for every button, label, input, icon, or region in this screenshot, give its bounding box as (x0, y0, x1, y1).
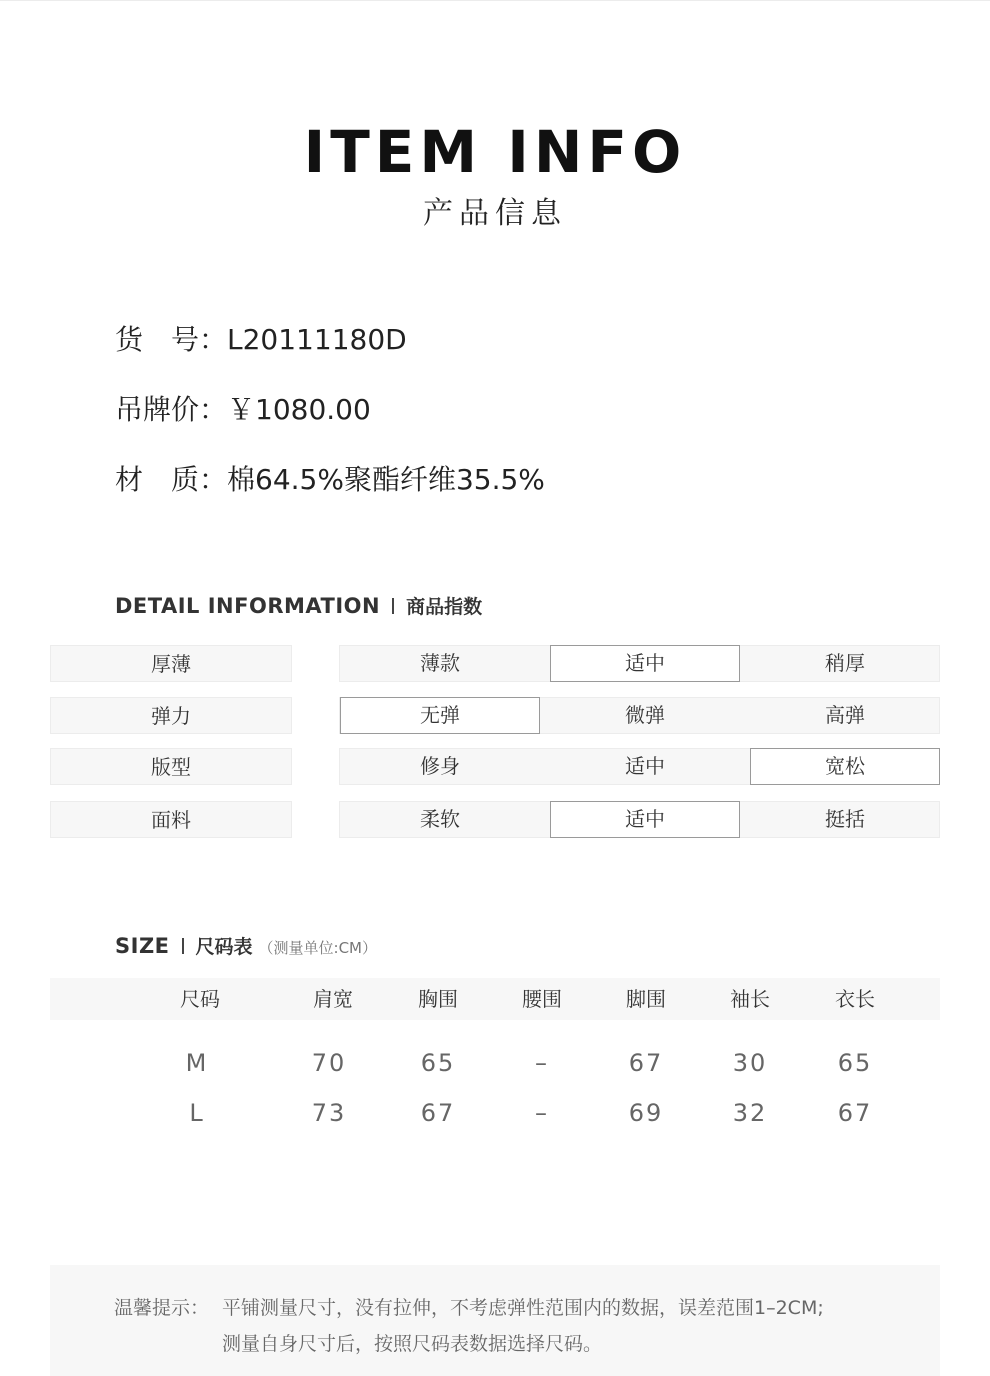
detail-option: 适中 (625, 754, 665, 778)
size-col-header: 腰围 (522, 987, 562, 1011)
detail-options (339, 645, 940, 682)
tips-line-2: 测量自身尺寸后，按照尺码表数据选择尺码。 (222, 1333, 603, 1355)
detail-option-selected: 无弹 (340, 697, 540, 734)
detail-label: 厚薄 (50, 645, 292, 682)
price-value: ￥1080.00 (227, 393, 371, 426)
heading-separator (182, 938, 184, 954)
size-table-header (50, 978, 940, 1020)
detail-options (339, 801, 940, 838)
detail-option: 修身 (420, 754, 460, 778)
material-row (115, 458, 545, 498)
detail-option: 高弹 (825, 703, 865, 727)
detail-label: 弹力 (50, 697, 292, 734)
size-cell: 73 (311, 1099, 347, 1127)
detail-heading-en: DETAIL INFORMATION (115, 594, 381, 618)
size-cell: 70 (311, 1049, 347, 1077)
size-table-row (50, 1093, 940, 1133)
detail-section-heading (115, 592, 482, 619)
sku-label: 货 号： (115, 323, 228, 356)
page-subtitle: 产品信息 (423, 196, 567, 231)
detail-option: 稍厚 (825, 651, 865, 675)
size-cell: 30 (732, 1049, 768, 1077)
size-col-header: 胸围 (418, 987, 458, 1011)
size-cell: 67 (420, 1099, 456, 1127)
size-cell: – (535, 1099, 549, 1127)
size-col-header: 肩宽 (313, 987, 353, 1011)
detail-heading-cn: 商品指数 (406, 596, 483, 618)
detail-option-selected: 适中 (550, 801, 740, 838)
detail-label: 版型 (50, 748, 292, 785)
page-title: ITEM INFO (303, 118, 687, 186)
size-col-header: 尺码 (180, 987, 220, 1011)
size-col-header: 衣长 (835, 987, 875, 1011)
price-row (115, 388, 371, 428)
size-cell: 65 (837, 1049, 873, 1077)
tips-line-1: 平铺测量尺寸，没有拉伸，不考虑弹性范围内的数据，误差范围1–2CM; (222, 1297, 824, 1319)
detail-option-selected: 适中 (550, 645, 740, 682)
size-cell: 67 (628, 1049, 664, 1077)
tips-box (50, 1265, 940, 1376)
detail-options (339, 748, 940, 785)
detail-label: 面料 (50, 801, 292, 838)
size-unit-note: （测量单位:CM） (258, 939, 378, 957)
sku-row (115, 318, 407, 358)
size-heading-en: SIZE (115, 934, 170, 958)
size-col-header: 脚围 (626, 987, 666, 1011)
size-table-row (50, 1043, 940, 1083)
size-section-heading (115, 932, 377, 959)
heading-separator (392, 598, 394, 614)
size-heading-cn: 尺码表 (195, 936, 253, 958)
tips-label: 温馨提示： (114, 1297, 210, 1319)
size-cell: 69 (628, 1099, 664, 1127)
detail-options (339, 697, 940, 734)
size-col-header: 袖长 (730, 987, 770, 1011)
detail-option: 薄款 (420, 651, 460, 675)
sku-value: L20111180D (227, 323, 407, 356)
size-cell: M (185, 1049, 209, 1077)
top-divider (0, 0, 990, 1)
detail-option: 挺括 (825, 807, 865, 831)
size-cell: 32 (732, 1099, 768, 1127)
price-label: 吊牌价： (115, 393, 228, 426)
material-value: 棉64.5%聚酯纤维35.5% (227, 463, 545, 496)
material-label: 材 质： (115, 463, 228, 496)
detail-option-selected: 宽松 (750, 748, 940, 785)
detail-option: 柔软 (420, 807, 460, 831)
size-cell: 67 (837, 1099, 873, 1127)
size-cell: 65 (420, 1049, 456, 1077)
detail-option: 微弹 (625, 703, 665, 727)
size-cell: – (535, 1049, 549, 1077)
size-cell: L (189, 1099, 205, 1127)
